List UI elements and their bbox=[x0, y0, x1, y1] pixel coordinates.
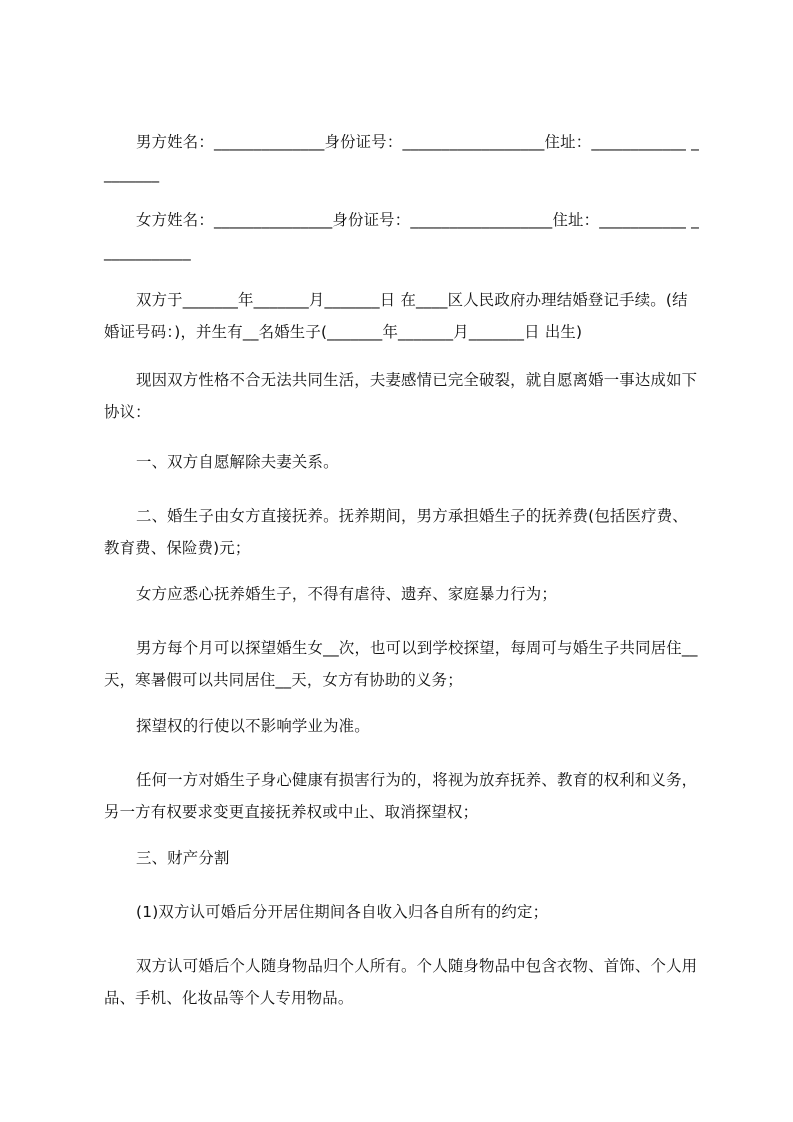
paragraph-visitation: 男方每个月可以探望婚生女__次，也可以到学校探望，每周可与婚生子共同居住__天，寒暑假可以共同居住__天，女方有协助的义务； bbox=[104, 639, 698, 689]
paragraph-harm-clause: 任何一方对婚生子身心健康有损害行为的，将视为放弃抚养、教育的权利和义务，另一方有权要求变更直接抚养权或中止、取消探望权； bbox=[104, 771, 698, 821]
paragraph-female-party-info: 女方姓名：_______________身份证号：__________________住址：___________ ____________ bbox=[104, 211, 700, 261]
paragraph-personal-items: 双方认可婚后个人随身物品归个人所有。个人随身物品中包含衣物、首饰、个人用品、手机、化妆品等个人专用物品。 bbox=[104, 957, 698, 1007]
paragraph-clause-one: 一、双方自愿解除夫妻关系。 bbox=[136, 453, 339, 471]
paragraph-male-party-info: 男方姓名：______________身份证号：__________________住址：____________ ________ bbox=[104, 133, 700, 183]
paragraph-property-income: (1)双方认可婚后分开居住期间各自收入归各自所有的约定； bbox=[136, 903, 549, 921]
paragraph-clause-two: 二、婚生子由女方直接抚养。抚养期间，男方承担婚生子的抚养费(包括医疗费、教育费、保险费)元； bbox=[104, 507, 688, 557]
paragraph-marriage-registration: 双方于_______年_______月_______日 在____区人民政府办理结婚登记手续。(结婚证号码：)，并生有__名婚生子(_______年_______月_______日 出生) bbox=[104, 291, 688, 341]
paragraph-care-obligation: 女方应悉心抚养婚生子，不得有虐待、遗弃、家庭暴力行为； bbox=[136, 585, 557, 603]
paragraph-agreement-intro: 现因双方性格不合无法共同生活，夫妻感情已完全破裂，就自愿离婚一事达成如下协议： bbox=[104, 371, 698, 421]
paragraph-visitation-limit: 探望权的行使以不影响学业为准。 bbox=[136, 717, 370, 735]
paragraph-clause-three-heading: 三、财产分割 bbox=[136, 849, 230, 867]
